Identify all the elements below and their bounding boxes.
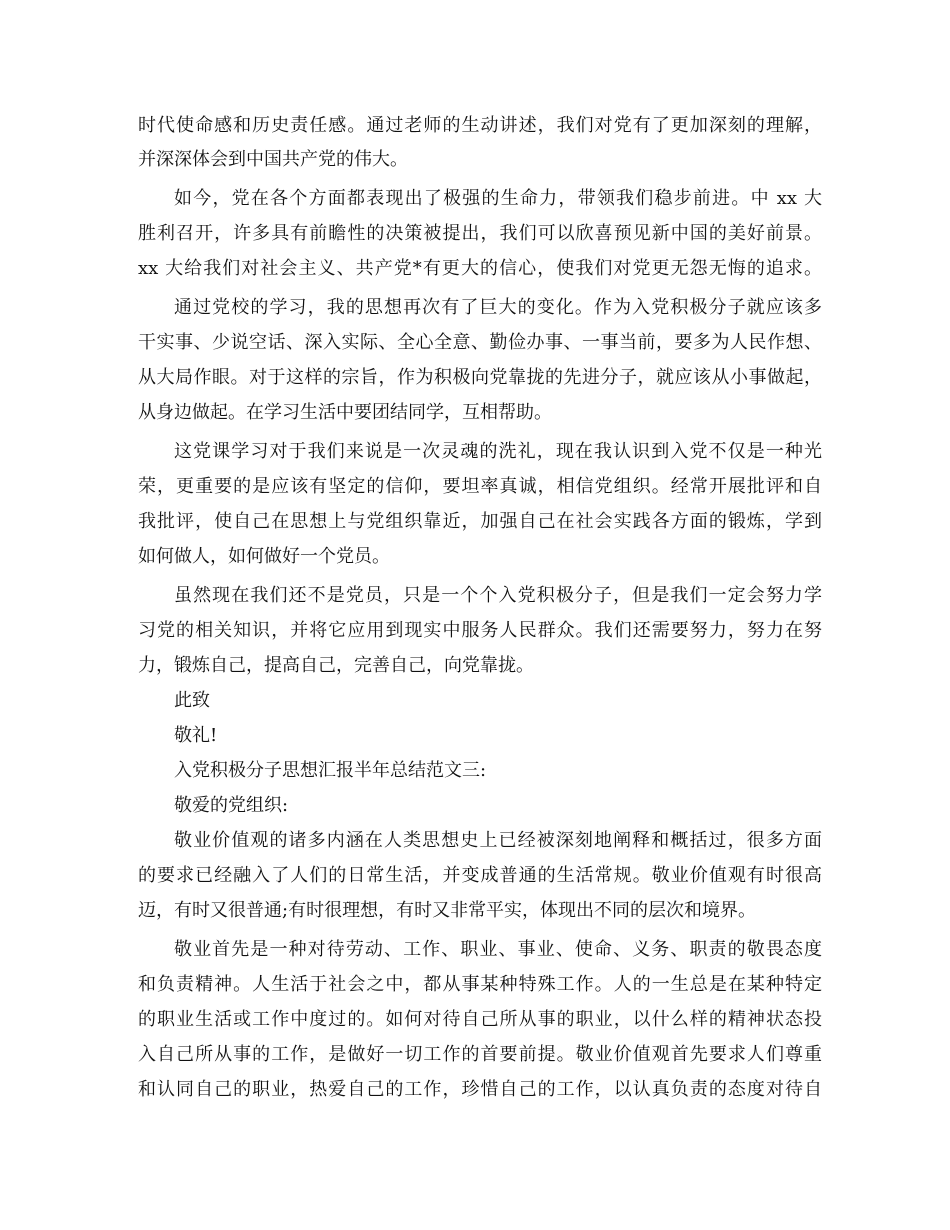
text-line: 我批评，使自己在思想上与党组织靠近，加强自己在社会实践各方面的锻炼，学到: [138, 511, 822, 532]
text-line: 干实事、少说空话、深入实际、全心全意、勤俭办事、一事当前，要多为人民作想、: [138, 332, 822, 353]
text-line: 如何做人，如何做好一个党员。: [138, 546, 390, 567]
text-line: 并深深体会到中国共产党的伟大。: [138, 149, 408, 170]
text-line: xx 大给我们对社会主义、共产党*有更大的信心，使我们对党更无怨无悔的追求。: [138, 258, 822, 279]
closing-regards: 敬礼!: [174, 725, 218, 746]
text-line: 的要求已经融入了人们的日常生活，并变成普通的生活常规。敬业价值观有时很高: [138, 865, 822, 886]
paragraph-start-line: 虽然现在我们还不是党员，只是一个个入党积极分子，但是我们一定会努力学: [174, 585, 822, 606]
text-line: 迈，有时又很普通;有时很理想，有时又非常平实，体现出不同的层次和境界。: [138, 900, 757, 921]
text-line: 和负责精神。人生活于社会之中，都从事某种特殊工作。人的一生总是在某种特定: [138, 974, 822, 995]
text-line: 习党的相关知识，并将它应用到现实中服务人民群众。我们还需要努力，努力在努: [138, 620, 822, 641]
text-line: 时代使命感和历史责任感。通过老师的生动讲述，我们对党有了更加深刻的理解，: [138, 115, 822, 136]
closing-salutation: 此致: [174, 690, 210, 711]
text-line: 力，锻炼自己，提高自己，完善自己，向党靠拢。: [138, 655, 534, 676]
paragraph-start-line: 如今，党在各个方面都表现出了极强的生命力，带领我们稳步前进。中 xx 大: [174, 188, 822, 209]
paragraph-start-line: 敬业价值观的诸多内涵在人类思想史上已经被深刻地阐释和概括过，很多方面: [174, 830, 822, 851]
text-line: 从大局作眼。对于这样的宗旨，作为积极向党靠拢的先进分子，就应该从小事做起，: [138, 367, 822, 388]
text-line: 和认同自己的职业，热爱自己的工作，珍惜自己的工作，以认真负责的态度对待自: [138, 1079, 822, 1100]
text-line: 从身边做起。在学习生活中要团结同学，互相帮助。: [138, 402, 552, 423]
text-line: 的职业生活或工作中度过的。如何对待自己所从事的职业，以什么样的精神状态投: [138, 1009, 822, 1030]
paragraph-start-line: 这党课学习对于我们来说是一次灵魂的洗礼，现在我认识到入党不仅是一种光: [174, 441, 822, 462]
paragraph-start-line: 敬业首先是一种对待劳动、工作、职业、事业、使命、义务、职责的敬畏态度: [174, 939, 822, 960]
text-line: 胜利召开，许多具有前瞻性的决策被提出，我们可以欣喜预见新中国的美好前景。: [138, 223, 822, 244]
section-heading: 入党积极分子思想汇报半年总结范文三:: [174, 760, 487, 781]
paragraph-start-line: 通过党校的学习，我的思想再次有了巨大的变化。作为入党积极分子就应该多: [174, 297, 822, 318]
text-line: 荣，更重要的是应该有坚定的信仰，要坦率真诚，相信党组织。经常开展批评和自: [138, 476, 822, 497]
letter-greeting: 敬爱的党组织:: [174, 795, 289, 816]
text-line: 入自己所从事的工作，是做好一切工作的首要前提。敬业价值观首先要求人们尊重: [138, 1044, 822, 1065]
